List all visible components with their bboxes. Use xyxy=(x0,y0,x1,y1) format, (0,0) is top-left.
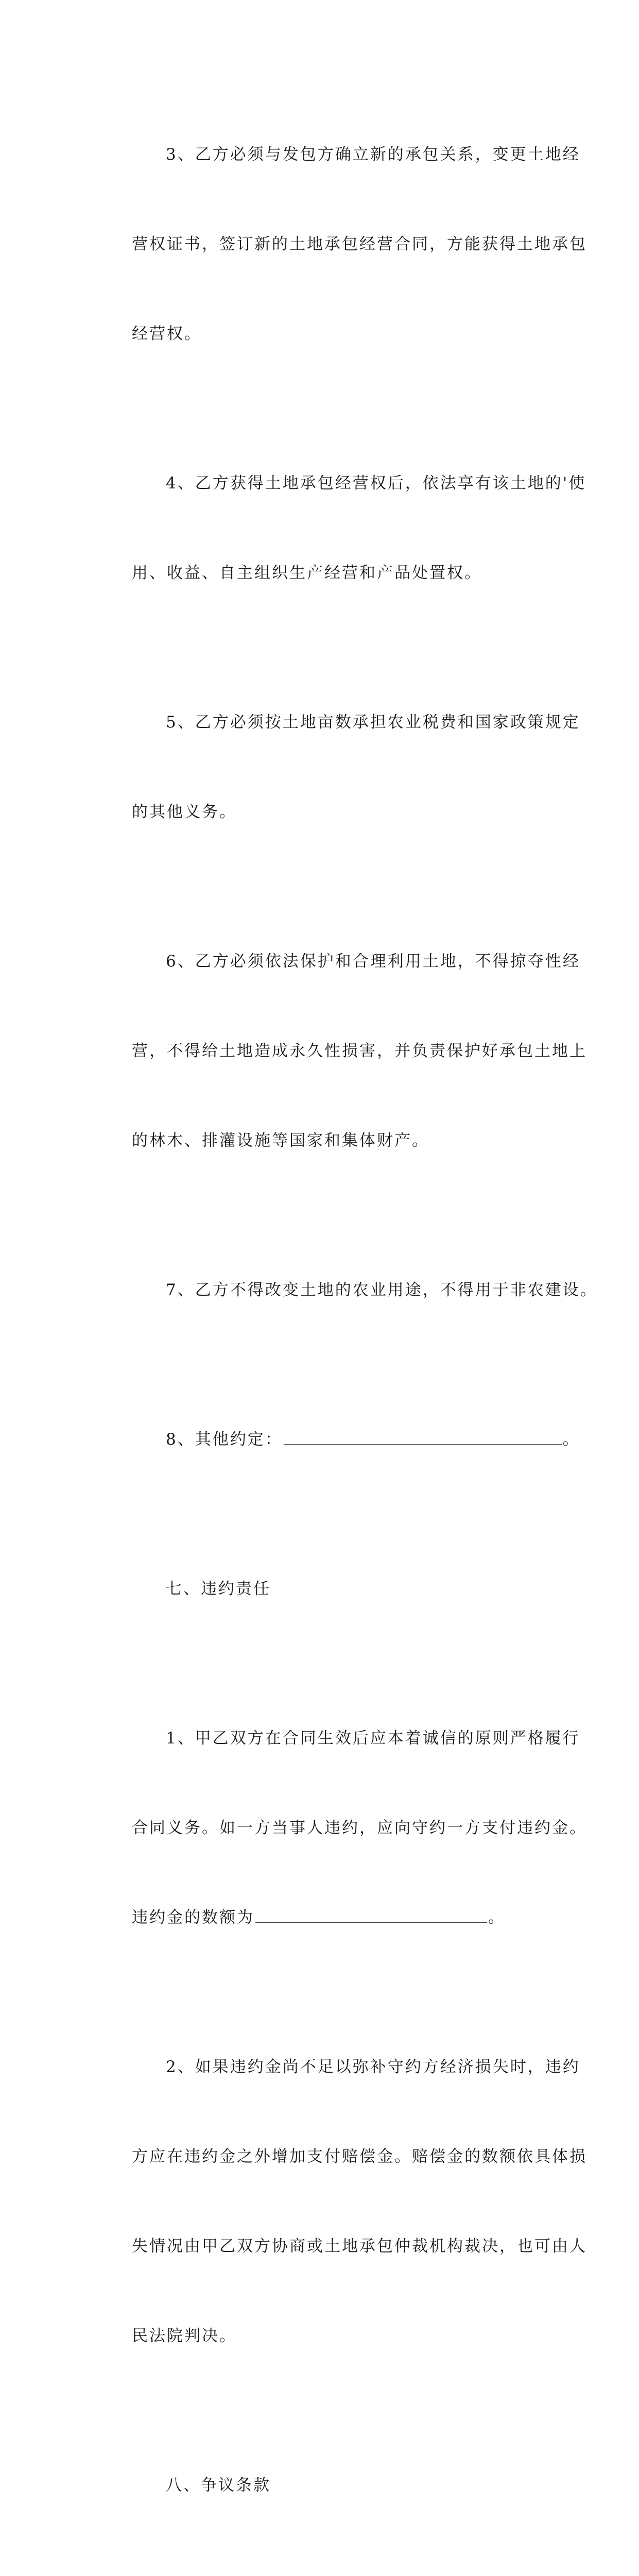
text-line: 3、乙方必须与发包方确立新的承包关系，变更土地经 xyxy=(166,145,580,164)
penalty-amount-label: 违约金的数额为 xyxy=(132,1908,254,1927)
clause-8-label: 8、其他约定： xyxy=(166,1430,283,1449)
text-line: 的林木、排灌设施等国家和集体财产。 xyxy=(132,1131,429,1150)
text-line: 营权证书，签订新的土地承包经营合同，方能获得土地承包 xyxy=(132,235,587,253)
clause-5 xyxy=(98,648,580,887)
text-line: 民法院判决。 xyxy=(132,2327,237,2345)
document-page xyxy=(98,80,598,2576)
section-heading-breach xyxy=(98,1514,542,1664)
text-line: 2、如果违约金尚不足以弥补守约方经济损失时，违约 xyxy=(166,2058,580,2076)
clause-7 xyxy=(98,1215,598,1365)
sentence-end: 。 xyxy=(488,1908,506,1927)
text-line: 的其他义务。 xyxy=(132,803,237,821)
clause-8 xyxy=(98,1365,580,1514)
text-line: 经营权。 xyxy=(132,325,202,343)
text-line: 营，不得给土地造成永久性损害，并负责保护好承包土地上 xyxy=(132,1042,587,1060)
clause-8-end: 。 xyxy=(562,1430,580,1449)
breach-clause-1 xyxy=(98,1664,587,1992)
section-heading-dispute xyxy=(98,2411,542,2560)
text-line: 失情况由甲乙双方协商或土地承包仲裁机构裁决，也可由人 xyxy=(132,2237,587,2256)
text-line: 方应在违约金之外增加支付赔偿金。赔偿金的数额依具体损 xyxy=(132,2147,587,2166)
clause-6 xyxy=(98,887,587,1215)
text-line: 5、乙方必须按土地亩数承担农业税费和国家政策规定 xyxy=(166,713,580,732)
text-line: 6、乙方必须依法保护和合理利用土地，不得掠夺性经 xyxy=(166,952,580,971)
clause-3 xyxy=(98,80,587,409)
fill-in-blank[interactable] xyxy=(255,1907,487,1923)
breach-clause-2 xyxy=(98,1992,587,2411)
section-title: 七、违约责任 xyxy=(166,1580,271,1598)
text-line: 用、收益、自主组织生产经营和产品处置权。 xyxy=(132,564,482,582)
text-line: 1、甲乙双方在合同生效后应本着诚信的原则严格履行 xyxy=(166,1729,580,1748)
text-line: 合同义务。如一方当事人违约，应向守约一方支付违约金。 xyxy=(132,1819,587,1837)
fill-in-blank[interactable] xyxy=(284,1429,562,1445)
clause-4 xyxy=(98,409,586,648)
dispute-clause xyxy=(98,2560,542,2576)
text-line: 4、乙方获得土地承包经营权后，依法享有该土地的'使 xyxy=(166,474,586,493)
text-line: 7、乙方不得改变土地的农业用途，不得用于非农建设。 xyxy=(166,1281,598,1299)
section-title: 八、争议条款 xyxy=(166,2476,271,2495)
